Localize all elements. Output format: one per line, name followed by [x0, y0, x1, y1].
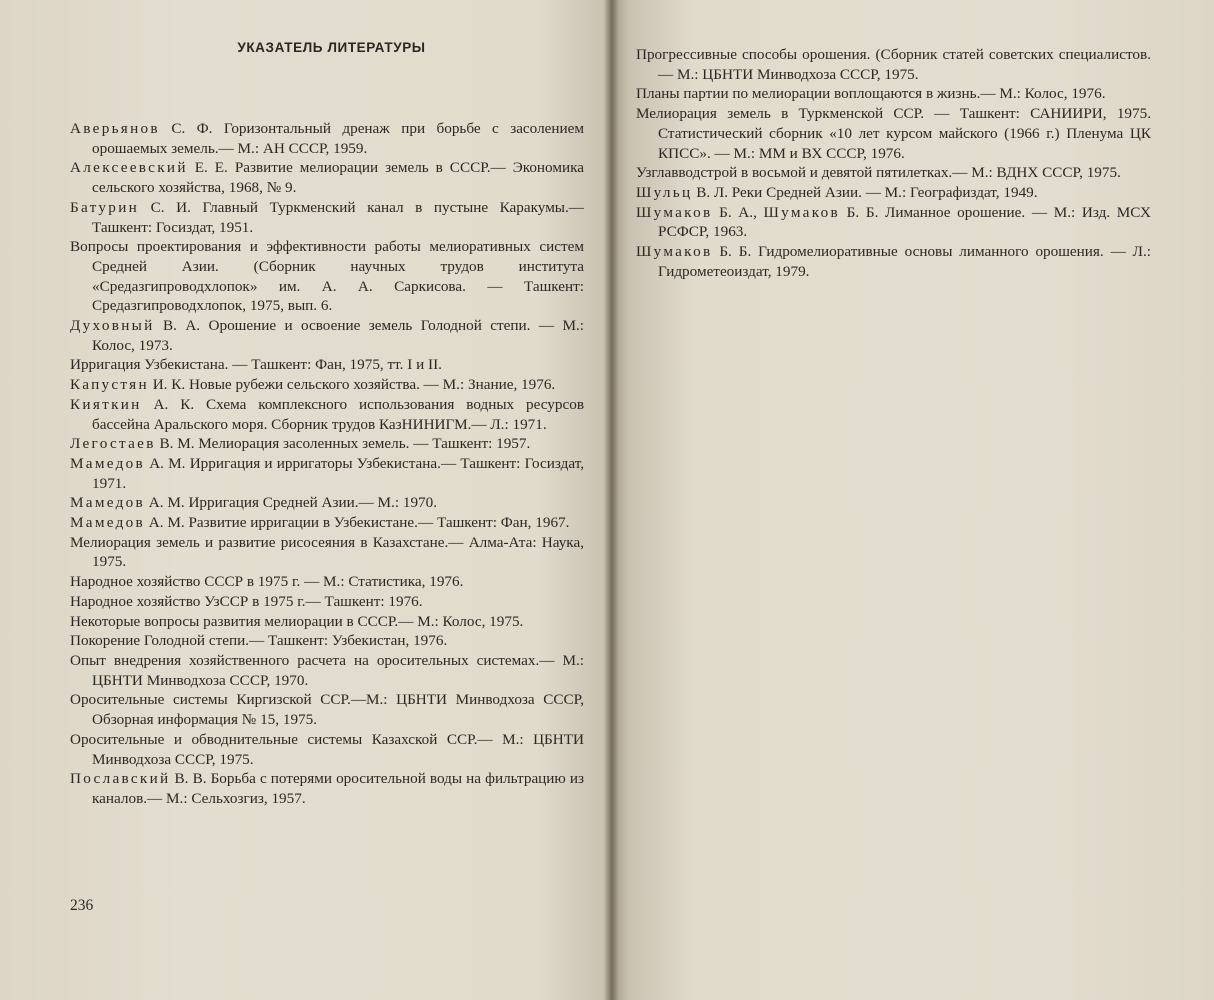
list-item: Ирригация Узбекистана. — Ташкент: Фан, 1975, тт. I и II. [70, 356, 442, 374]
book-gutter [603, 0, 619, 1000]
list-item: Духовный В. А. Орошение и освоение земель Голодной степи. — М.: Колос, 1973. [70, 317, 584, 354]
list-item: Батурин С. И. Главный Туркменский канал в пустыне Каракумы.— Ташкент: Госиздат, 1951. [70, 198, 584, 236]
author-name: Батурин [70, 198, 140, 216]
list-item: Кияткин А. К. Схема комплексного использования водных ресурсов бассейна Аральского моря. Сборник трудов КазНИНИГМ.— Л.: 1971. [70, 395, 584, 433]
list-item: Мелиорация земель и развитие рисосеяния в Казахстане.— Алма-Ата: Наука, 1975. [70, 533, 584, 571]
author-name: Капустян [70, 376, 149, 394]
list-item: Мамедов А. М. Ирригация Средней Азии.— М.: 1970. [70, 494, 438, 512]
author-name: Шумаков [636, 203, 713, 221]
author-name: Аверьянов [70, 120, 160, 137]
list-item: Вопросы проектирования и эффективности работы мелиоративных систем Средней Азии. (Сборник научных трудов института «Средазгипроводхлопок» им. А. А. Саркисова. — Ташкент: Средазгипроводхлопок, 1975, вып. 6. [70, 238, 584, 315]
page-number: 236 [70, 897, 94, 914]
list-item: Планы партии по мелиорации воплощаются в жизнь.— М.: Колос, 1976. [636, 85, 1106, 103]
list-item: Шульц В. Л. Реки Средней Азии. — М.: Географиздат, 1949. [636, 183, 1038, 201]
list-item: Мамедов А. М. Развитие ирригации в Узбекистане.— Ташкент: Фан, 1967. [70, 514, 570, 532]
author-name: Мамедов [70, 494, 145, 512]
list-item: Народное хозяйство СССР в 1975 г. — М.: Статистика, 1976. [70, 573, 464, 591]
author-name: Духовный [70, 317, 155, 335]
list-item: Мелиорация земель в Туркменской ССР. — Ташкент: САНИИРИ, 1975. Статистический сборник «10 лет курсом майского (1966 г.) Пленума ЦК КПСС». — М.: ММ и ВХ СССР, 1976. [636, 105, 1151, 162]
list-item: Прогрессивные способы орошения. (Сборник статей советских специалистов.— М.: ЦБНТИ Минводхоза СССР, 1975. [636, 46, 1151, 83]
right-page [611, 0, 1214, 1000]
page-title: УКАЗАТЕЛЬ ЛИТЕРАТУРЫ [237, 40, 426, 55]
author-name: Пославский [70, 770, 171, 788]
author-name: Шульц [636, 183, 693, 201]
list-item: Мамедов А. М. Ирригация и ирригаторы Узбекистана.— Ташкент: Госиздат, 1971. [70, 454, 584, 492]
author-name: Мамедов [70, 514, 145, 532]
list-item: Узглавводстрой в восьмой и девятой пятилетках.— М.: ВДНХ СССР, 1975. [636, 164, 1121, 182]
list-item: Алексеевский Е. Е. Развитие мелиорации земель в СССР.— Экономика сельского хозяйства, 1968, № 9. [70, 159, 584, 197]
author-name: Легостаев [70, 435, 156, 453]
list-item: Народное хозяйство УзССР в 1975 г.— Ташкент: 1976. [70, 592, 423, 610]
list-item: Опыт внедрения хозяйственного расчета на оросительных системах.— М.: ЦБНТИ Минводхоза СССР, 1970. [70, 651, 584, 689]
list-item: Покорение Голодной степи.— Ташкент: Узбекистан, 1976. [70, 632, 448, 650]
list-item: Оросительные системы Киргизской ССР.—М.: ЦБНТИ Минводхоза СССР, Обзорная информация № 15, 1975. [70, 691, 584, 729]
reference-list-left [70, 119, 584, 809]
list-item: Капустян И. К. Новые рубежи сельского хозяйства. — М.: Знание, 1976. [70, 376, 556, 394]
author-name: Шумаков [763, 203, 840, 221]
list-item: Шумаков Б. Б. Гидромелиоративные основы лиманного орошения. — Л.: Гидрометеоиздат, 1979. [636, 243, 1151, 280]
author-name: Шумаков [636, 243, 713, 261]
author-name: Алексеевский [70, 159, 188, 177]
list-item: Пославский В. В. Борьба с потерями оросительной воды на фильтрацию из каналов.— М.: Сельхозгиз, 1957. [70, 770, 584, 807]
list-item: Шумаков Б. А., Шумаков Б. Б. Лиманное орошение. — М.: Изд. МСХ РСФСР, 1963. [636, 203, 1151, 241]
reference-list-right [636, 45, 1151, 281]
list-item: Оросительные и обводнительные системы Казахской ССР.— М.: ЦБНТИ Минводхоза СССР, 1975. [70, 730, 584, 768]
list-item: Некоторые вопросы развития мелиорации в СССР.— М.: Колос, 1975. [70, 612, 524, 630]
list-item: Легостаев В. М. Мелиорация засоленных земель. — Ташкент: 1957. [70, 435, 531, 453]
author-name: Мамедов [70, 454, 145, 472]
list-item: Аверьянов С. Ф. Горизонтальный дренаж при борьбе с засолением орошаемых земель.— М.: АН СССР, 1959. [70, 120, 584, 157]
author-name: Кияткин [70, 395, 142, 413]
